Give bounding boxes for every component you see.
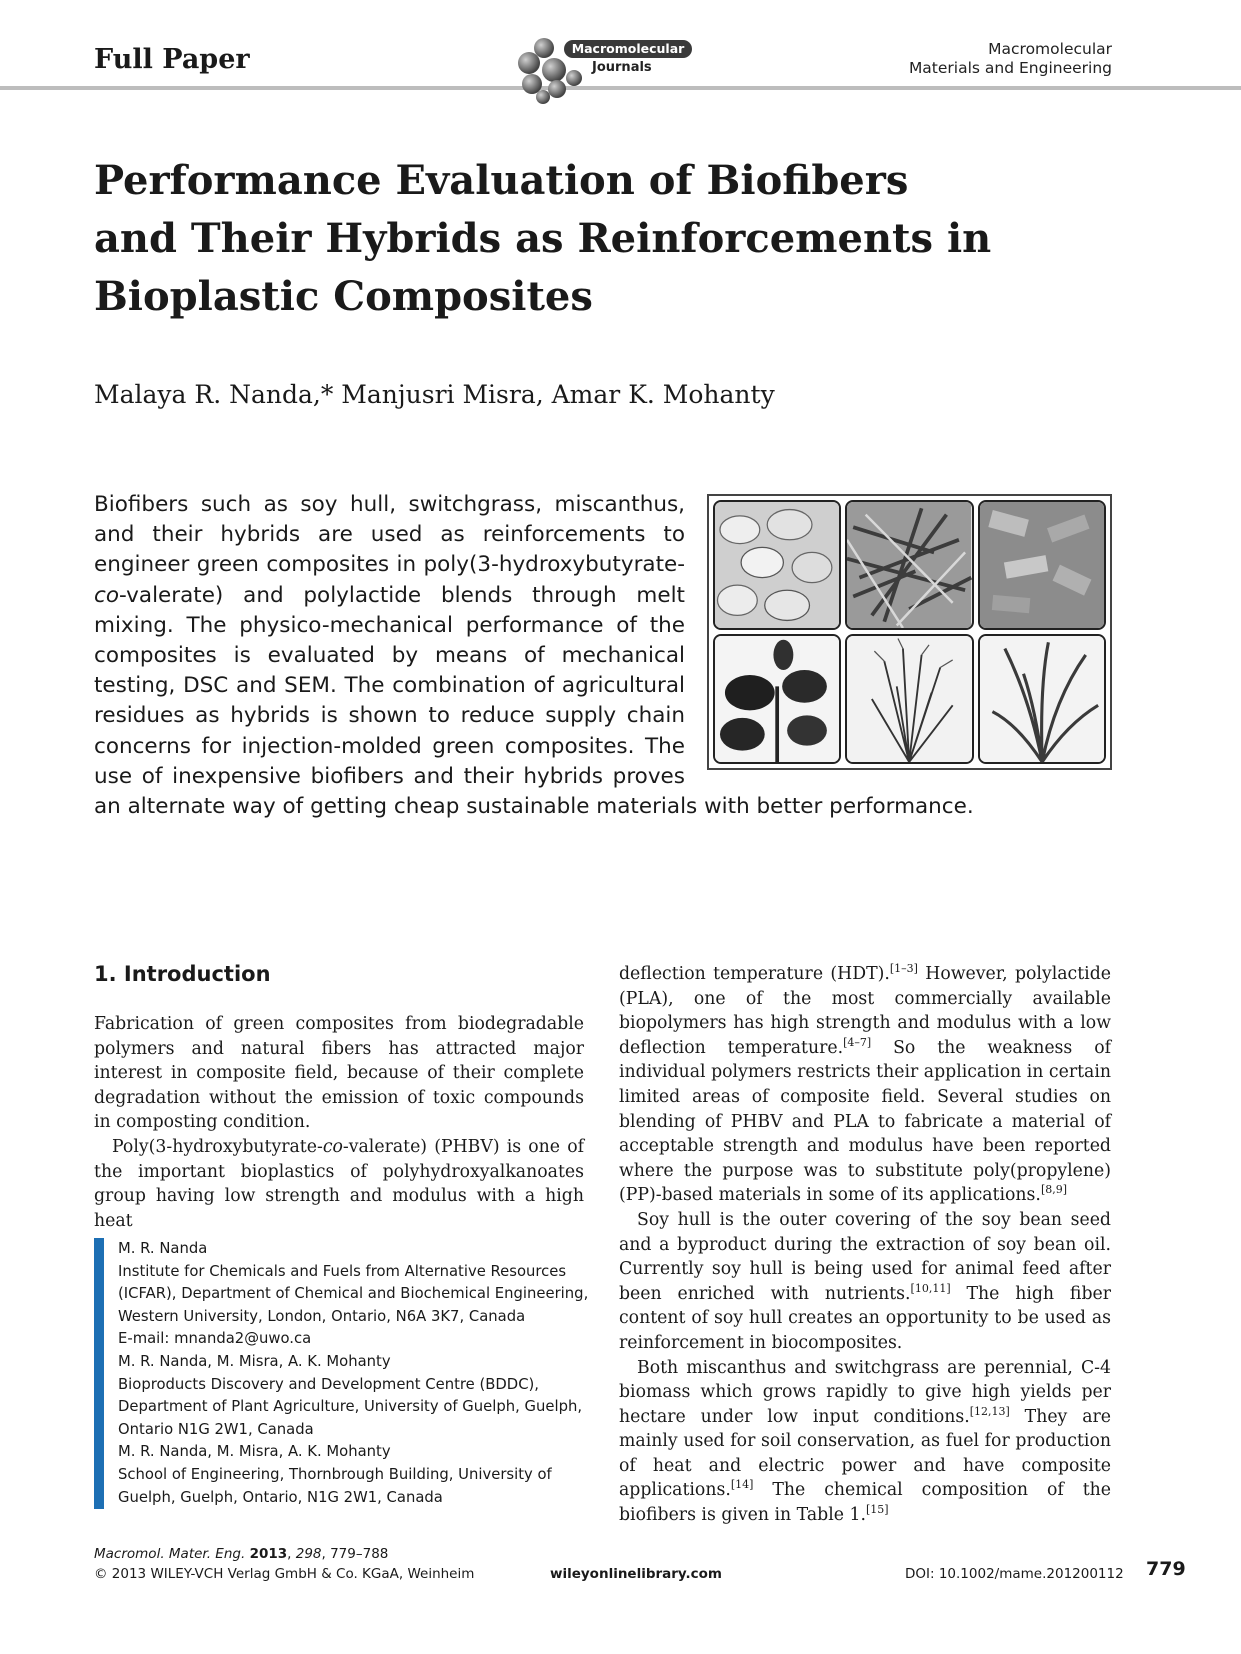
text-span: They are mainly used for soil conservation, as fuel for production of heat and electric power and have composite applications. <box>619 1406 1111 1501</box>
intro-paragraph-4 <box>619 1356 1111 1528</box>
affiliation-box <box>94 1238 589 1509</box>
author-list: Malaya R. Nanda,* Manjusri Misra, Amar K. Mohanty <box>94 380 775 409</box>
affiliation-line: Institute for Chemicals and Fuels from Alternative Resources <box>118 1262 567 1280</box>
text-span: However, polylactide (PLA), one of the most commercially available biopolymers has high strength and modulus with a low deflection temperature. <box>619 964 1111 1058</box>
citation-volume: 298 <box>295 1546 322 1562</box>
affiliation-line: Department of Plant Agriculture, University of Guelph, Guelph, <box>118 1398 583 1416</box>
citation-year: 2013 <box>249 1546 288 1562</box>
footer-doi: DOI: 10.1002/mame.201200112 <box>905 1566 1124 1582</box>
italic-co: co <box>322 1136 343 1157</box>
text-span: The high fiber content of soy hull creates an opportunity to be used as reinforcement in biocomposites. <box>619 1283 1111 1353</box>
logo-text-bottom: Journals <box>592 60 652 75</box>
intro-paragraph-2-start <box>94 1135 584 1233</box>
article-title: Performance Evaluation of Biofibers and Their Hybrids as Reinforcements in Bioplastic Composites <box>94 157 992 320</box>
citation-ref: [12,13] <box>969 1404 1010 1418</box>
citation-journal: Macromol. Mater. Eng. <box>94 1546 246 1562</box>
footer-citation: Macromol. Mater. Eng. 2013, 298, 779–788 <box>94 1546 389 1562</box>
footer-copyright: © 2013 WILEY-VCH Verlag GmbH & Co. KGaA, Weinheim <box>94 1566 475 1582</box>
text-span: So the weakness of individual polymers restricts their application in certain limited areas of composite field. Several studies on blending of PHBV and PLA to fabricate a material of acceptable strength and modulus have been reported where the purpose was to substitute poly(propylene) (PP)-based materials in some of its applications. <box>619 1037 1111 1206</box>
affiliation-line: Bioproducts Discovery and Development Centre (BDDC), <box>118 1375 540 1393</box>
introduction-heading: 1. Introduction <box>94 962 271 986</box>
affiliation-line: M. R. Nanda, M. Misra, A. K. Mohanty <box>118 1443 391 1461</box>
citation-ref: [4–7] <box>843 1035 872 1049</box>
text-span: -valerate) (PHBV) is one of the important bioplastics of polyhydroxyalkanoates group having low strength and modulus with a high heat <box>94 1136 584 1231</box>
abstract <box>94 490 1112 822</box>
intro-paragraph-2-cont: deflection temperature (HDT).[1–3] However, polylactide (PLA), one of the most commercially available biopolymers has high strength and modulus with a low deflection temperature.[4–7] So the weakness of individual polymers restricts their application in certain limited areas of composite field. Several studies on blending of PHBV and PLA to fabricate a material of acceptable strength and modulus have been reported where the purpose was to substitute poly(propylene) (PP)-based materials in some of its applications.[8,9] <box>619 962 1111 1206</box>
journal-logo <box>512 30 692 106</box>
section-type-label: Full Paper <box>94 44 250 75</box>
journal-name-line2: Materials and Engineering <box>908 59 1112 77</box>
citation-ref: [8,9] <box>1040 1183 1068 1197</box>
affiliation-line: M. R. Nanda <box>118 1240 208 1257</box>
miscanthus-chip-photo <box>978 500 1106 630</box>
journal-name <box>909 40 1112 78</box>
text-span: The chemical composition of the biofibers is given in Table 1. <box>619 1480 1111 1526</box>
affiliation-line: Western University, London, Ontario, N6A 3K7, Canada <box>118 1307 526 1325</box>
text-span: Both miscanthus and switchgrass are perennial, C-4 biomass which grows rapidly to give high yields per hectare under low input conditions. <box>619 1357 1111 1427</box>
citation-ref: [10,11] <box>910 1281 951 1295</box>
footer-website-link[interactable]: wileyonlinelibrary.com <box>550 1566 722 1582</box>
graphical-abstract-image <box>707 494 1112 770</box>
affiliation-email: E-mail: mnanda2@uwo.ca <box>118 1330 312 1348</box>
intro-paragraph-1: Fabrication of green composites from biodegradable polymers and natural fibers has attracted major interest in composite field, because of their complete degradation without the emission of toxic compounds in composting condition. <box>94 1014 584 1133</box>
abstract-italic-co: co <box>94 582 119 608</box>
abstract-text-part1: Biofibers such as soy hull, switchgrass, miscanthus, and their hybrids are used as reinforcements to engineer green composites in poly(3-hydroxybutyrate- <box>94 492 685 578</box>
right-column <box>619 962 1111 1528</box>
citation-ref: [15] <box>865 1503 889 1517</box>
switchgrass-plant-photo <box>845 634 973 764</box>
affiliation-line: School of Engineering, Thornbrough Building, University of <box>118 1465 552 1483</box>
miscanthus-plant-photo <box>978 634 1106 764</box>
affiliation-line: M. R. Nanda, M. Misra, A. K. Mohanty <box>118 1352 391 1370</box>
text-span: Soy hull is the outer covering of the soy bean seed and a byproduct during the extraction of soy bean oil. Currently soy hull is being used for animal feed after been enriched with nutrients. <box>619 1209 1111 1304</box>
citation-ref: [14] <box>730 1478 754 1492</box>
affiliation-line: Guelph, Guelph, Ontario, N1G 2W1, Canada <box>118 1488 443 1506</box>
journal-name-line1: Macromolecular <box>988 40 1112 58</box>
affiliation-line: (ICFAR), Department of Chemical and Biochemical Engineering, <box>118 1285 589 1303</box>
soybean-plant-photo <box>713 634 841 764</box>
intro-paragraph-3 <box>619 1208 1111 1356</box>
citation-pages: , 779–788 <box>321 1546 389 1562</box>
left-column <box>94 962 584 1233</box>
affiliation-line: Ontario N1G 2W1, Canada <box>118 1420 314 1438</box>
abstract-text-part2: -valerate) and polylactide blends through melt mixing. The physico-mechanical performance of the composites is evaluated by means of mechanical testing, DSC and SEM. The combination of agricultural residues as hybrids is shown to reduce supply chain concerns for injection-molded green composites. The use of inexpensive biofibers and their hybrids proves an alternate way of getting cheap sustainable materials with better performance. <box>94 582 974 820</box>
citation-ref: [1–3] <box>889 962 918 975</box>
text-span: Poly(3-hydroxybutyrate- <box>112 1136 323 1157</box>
logo-text-top: Macromolecular <box>564 40 692 58</box>
switchgrass-fiber-photo <box>845 500 973 630</box>
page-number: 779 <box>1146 1558 1186 1580</box>
soy-hull-photo <box>713 500 841 630</box>
